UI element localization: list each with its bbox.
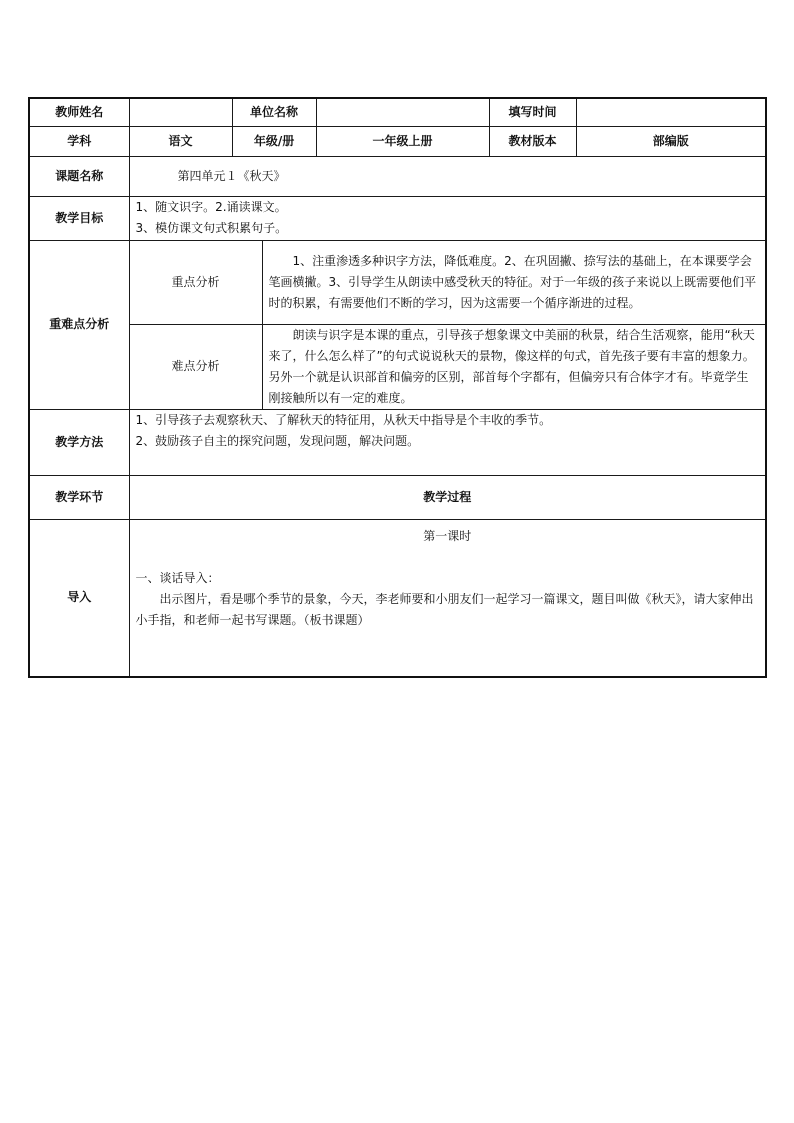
- teacher-name-label: 教师姓名: [29, 98, 129, 126]
- intro-content: [129, 519, 766, 677]
- teaching-stage-label: 教学环节: [29, 475, 129, 519]
- period-title: 第一课时: [423, 528, 472, 543]
- difficult-points-row: [29, 324, 766, 409]
- methods-row: [29, 409, 766, 475]
- teaching-methods-content: [129, 409, 766, 475]
- edition-label: 教材版本: [489, 126, 576, 156]
- grade-value: 一年级上册: [316, 126, 489, 156]
- teaching-methods-label: 教学方法: [29, 409, 129, 475]
- header-row: [29, 98, 766, 126]
- difficult-points-text: 朗读与识字是本课的重点，引导孩子想象课文中美丽的秋景，结合生活观察，能用“秋天来了，什么怎么样了”的句式说说秋天的景物，像这样的句式，首先孩子要有丰富的想象力。另外一个就是认识部首和偏旁的区别，部首每个字都有，但偏旁只有合体字才有。毕竟学生刚接触所以有一定的难度。: [262, 324, 766, 409]
- method-line: 2、鼓励孩子自主的探究问题，发现问题，解决问题。: [135, 433, 420, 448]
- lesson-name-value: 第四单元１《秋天》: [129, 156, 766, 196]
- subject-row: [29, 126, 766, 156]
- intro-row: [29, 519, 766, 677]
- key-points-text: 1、注重渗透多种识字方法，降低难度。2、在巩固撇、捺写法的基础上，在本课要学会笔画横撇。3、引导学生从朗读中感受秋天的特征。对于一年级的孩子来说以上既需要他们平时的积累，有需要他们不断的学习，因为这需要一个循序渐进的过程。: [262, 240, 766, 324]
- subject-value: 语文: [129, 126, 232, 156]
- unit-name-value: [316, 98, 489, 126]
- lesson-row: [29, 156, 766, 196]
- grade-label: 年级/册: [232, 126, 316, 156]
- method-line: 1、引导孩子去观察秋天、了解秋天的特征用，从秋天中指导是个丰收的季节。: [135, 412, 552, 427]
- goal-line: 3、模仿课文句式积累句子。: [135, 221, 288, 235]
- unit-name-label: 单位名称: [232, 98, 316, 126]
- difficulty-analysis-label: 重难点分析: [29, 240, 129, 409]
- key-points-label: 重点分析: [129, 240, 262, 324]
- difficult-points-label: 难点分析: [129, 324, 262, 409]
- intro-paragraph: 出示图片，看是哪个季节的景象，今天，李老师要和小朋友们一起学习一篇课文，题目叫做《秋天》，请大家伸出小手指，和老师一起书写课题。（板书课题）: [135, 591, 754, 627]
- teacher-name-value: [129, 98, 232, 126]
- section-heading: 一、谈话导入：: [135, 570, 220, 585]
- lesson-name-label: 课题名称: [29, 156, 129, 196]
- teaching-goals-content: [129, 196, 766, 240]
- fill-time-value: [576, 98, 766, 126]
- teaching-goals-label: 教学目标: [29, 196, 129, 240]
- lesson-plan-table: [28, 97, 767, 678]
- process-header-row: [29, 475, 766, 519]
- edition-value: 部编版: [576, 126, 766, 156]
- teaching-process-label: 教学过程: [129, 475, 766, 519]
- goals-row: [29, 196, 766, 240]
- subject-label: 学科: [29, 126, 129, 156]
- goal-line: 1、随文识字。2.诵读课文。: [135, 200, 287, 214]
- key-points-row: [29, 240, 766, 324]
- fill-time-label: 填写时间: [489, 98, 576, 126]
- intro-label: 导入: [29, 519, 129, 677]
